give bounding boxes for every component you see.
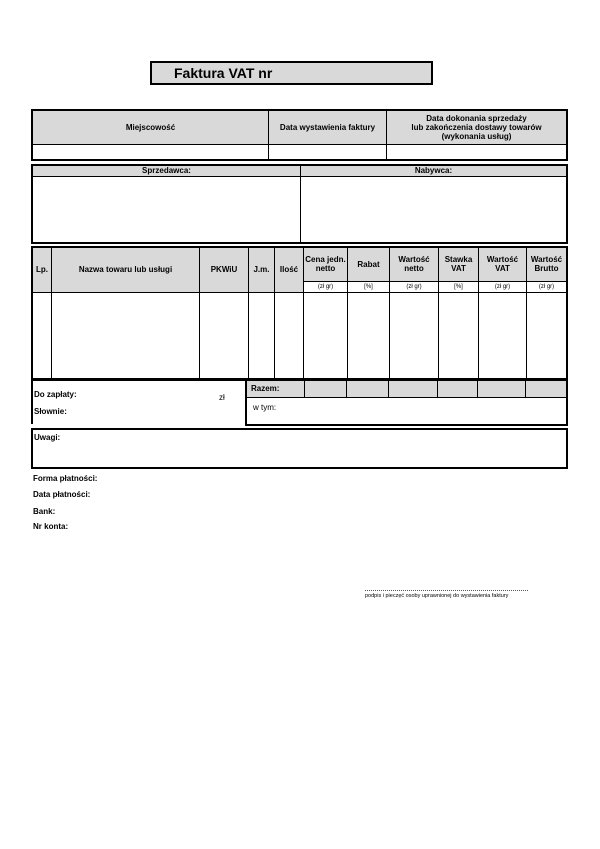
including-cell[interactable]: [246, 397, 567, 425]
in-words-label: Słownie:: [34, 407, 67, 416]
sale-date-label-line2: lub zakończenia dostawy towarów: [411, 122, 542, 132]
issue-date-label: Data wystawienia faktury: [269, 110, 387, 144]
payment-method-label: Forma płatności:: [33, 474, 98, 483]
unit-price-cell[interactable]: [304, 292, 348, 379]
unit-price-unit: (zł gr): [304, 281, 348, 292]
sale-date-label: [387, 110, 568, 144]
col-name: Nazwa towaru lub usługi: [52, 247, 200, 292]
header-table: [31, 109, 568, 161]
col-pkwiu: PKWiU: [200, 247, 249, 292]
col-discount: Rabat: [348, 247, 390, 281]
table-row: [32, 292, 567, 379]
col-vat-rate: Stawka VAT: [439, 247, 479, 281]
seller-field[interactable]: [32, 176, 301, 243]
total-net-cell[interactable]: [389, 380, 438, 397]
pkwiu-cell[interactable]: [200, 292, 249, 379]
qty-cell[interactable]: [275, 292, 304, 379]
including-label: w tym:: [253, 402, 277, 412]
signature-line: [365, 590, 528, 591]
bank-label: Bank:: [33, 507, 56, 516]
sale-date-label-line1: Data dokonania sprzedaży: [426, 113, 527, 123]
items-table: [31, 246, 568, 380]
col-qty: Ilość: [275, 247, 304, 292]
sale-date-label-line3: (wykonania usług): [441, 131, 512, 141]
col-net-value: Wartość netto: [390, 247, 439, 281]
seller-label: Sprzedawca:: [32, 165, 301, 176]
discount-cell[interactable]: [348, 292, 390, 379]
name-cell[interactable]: [52, 292, 200, 379]
invoice-title: Faktura VAT nr: [150, 61, 433, 85]
col-unit-price: Cena jedn. netto: [304, 247, 348, 281]
total-vat-rate-cell[interactable]: [438, 380, 478, 397]
gross-value-unit: (zł gr): [527, 281, 568, 292]
total-gross-cell[interactable]: [526, 380, 568, 397]
net-value-cell[interactable]: [390, 292, 439, 379]
net-value-unit: (zł gr): [390, 281, 439, 292]
payment-date-label: Data płatności:: [33, 490, 91, 499]
vat-value-unit: (zł gr): [479, 281, 527, 292]
col-vat-value: Wartość VAT: [479, 247, 527, 281]
total-discount-cell[interactable]: [305, 380, 347, 397]
sale-date-field[interactable]: [387, 144, 568, 160]
discount-unit: [%]: [348, 281, 390, 292]
col-lp: Lp.: [32, 247, 52, 292]
vat-rate-cell[interactable]: [439, 292, 479, 379]
totals-table: [245, 379, 568, 426]
col-gross-value: Wartość Brutto: [527, 247, 568, 281]
total-empty-cell: [347, 380, 389, 397]
col-unit: J.m.: [249, 247, 275, 292]
place-label: Miejscowość: [32, 110, 269, 144]
account-number-label: Nr konta:: [33, 522, 69, 531]
amount-due-block: [31, 379, 246, 424]
to-pay-label: Do zapłaty:: [34, 390, 77, 399]
lp-cell[interactable]: [32, 292, 52, 379]
place-field[interactable]: [32, 144, 269, 160]
signature-caption: podpis i pieczęć osoby uprawnionej do wystawienia faktury: [365, 593, 509, 599]
issue-date-field[interactable]: [269, 144, 387, 160]
notes-box[interactable]: [31, 428, 568, 469]
notes-label: Uwagi:: [34, 433, 61, 442]
vat-rate-unit: [%]: [439, 281, 479, 292]
buyer-label: Nabywca:: [301, 165, 568, 176]
currency-label: zł: [219, 393, 225, 402]
parties-table: [31, 164, 568, 244]
vat-value-cell[interactable]: [479, 292, 527, 379]
buyer-field[interactable]: [301, 176, 568, 243]
total-label: Razem:: [246, 380, 305, 397]
total-vat-cell[interactable]: [478, 380, 526, 397]
gross-value-cell[interactable]: [527, 292, 568, 379]
unit-cell[interactable]: [249, 292, 275, 379]
